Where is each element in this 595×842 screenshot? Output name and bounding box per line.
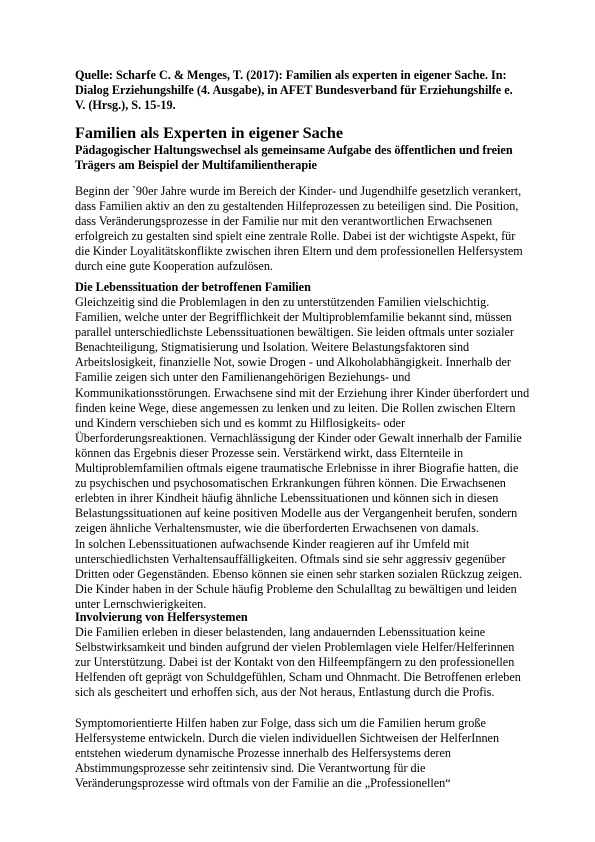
- section-heading-lebenssituation: Die Lebenssituation der betroffenen Familien: [75, 280, 311, 294]
- section-helfersysteme-paragraph-2: Symptomorientierte Hilfen haben zur Folge, dass sich um die Familien herum große Helfersysteme entwickeln. Durch die vielen individuellen Sichtweisen der HelferInnen entstehen wiederum dynamische Prozesse innerhalb des Helfersystems deren Abstimmungsprozesse sehr zeitintensiv sind. Die Verantwortung für die Veränderungsprozesse wird oftmals von der Familie an die „Professionellen“: [75, 716, 500, 791]
- article-subtitle: Pädagogischer Haltungswechsel als gemeinsame Aufgabe des öffentlichen und freien Trägers am Beispiel der Multifamilientherapie: [75, 143, 513, 172]
- section-helfersysteme-paragraph-1: Die Familien erleben in dieser belastenden, lang andauernden Lebenssituation keine Selbstwirksamkeit und binden aufgrund der vielen Problemlagen viele Helfer/Helferinnen zur Unterstützung. Dabei ist der Kontakt von den Hilfeempfängern zu den professionellen Helfenden oft geprägt von Schuldgefühlen, Scham und Ohnmacht. Die Betroffenen erleben sich als gescheitert und erhoffen sich, aus der Not heraus, Entlastung durch die Profis.: [75, 625, 521, 700]
- section-heading-helfersysteme: Involvierung von Helfersystemen: [75, 610, 248, 624]
- intro-paragraph: Beginn der `90er Jahre wurde im Bereich der Kinder- und Jugendhilfe gesetzlich verankert, dass Familien aktiv an den zu gestaltenden Hilfeprozessen zu beteiligen sind. Die Position, dass Veränderungsprozesse in der Familie nur mit den verantwortlichen Erwachsenen erfolgreich zu gestalten sind spielt eine zentrale Rolle. Dabei ist der wichtigste Aspekt, für die Kinder Loyalitätskonflikte zwischen ihren Eltern und dem professionellen Helfersystem durch eine gute Kooperation aufzulösen.: [75, 184, 523, 274]
- paragraph: In solchen Lebenssituationen aufwachsende Kinder reagieren auf ihr Umfeld mit unterschiedlichsten Verhaltensauffälligkeiten. Oftmals sind sie sehr aggressiv gegenüber Dritten oder Gegenständen. Ebenso können sie einen sehr starken sozialen Rückzug zeigen. Die Kinder haben in der Schule häufig Probleme den Schulalltag zu bewältigen und leiden unter Lernschwierigkeiten.: [75, 536, 523, 611]
- article-title: Familien als Experten in eigener Sache: [75, 124, 344, 142]
- paragraph: Gleichzeitig sind die Problemlagen in den zu unterstützenden Familien vielschichtig. Familien, welche unter der Begrifflichkeit der Multiproblemfamilie bekannt sind, müssen parallel unterschiedlichste Lebenssituationen bewältigen. Sie leiden oftmals unter sozialer Benachteiligung, Stigmatisierung und Isolation. Weitere Belastungsfaktoren sind Arbeitslosigkeit, finanzielle Not, sowie Drogen - und Alkoholabhängigkeit. Innerhalb der Familie zeigen sich unter den Familienangehörigen Beziehungs- und Kommunikationsstörungen. Erwachsene sind mit der Erziehung ihrer Kinder überfordert und finden keine Wege, diese angemessen zu lenken und zu leiten. Die Rollen zwischen Eltern und Kindern verschieben sich und es kommt zu Hilflosigkeits- oder Überforderungsreaktionen. Vernachlässigung der Kinder oder Gewalt innerhalb der Familie können das Ergebnis dieser Prozesse sein. Verstärkend wirkt, dass Elternteile in Multiproblemfamilien oftmals eigene traumatische Erlebnisse in ihrer Biografie hatten, die zu psychischen und psychosomatischen Erkrankungen führen können. Die Erwachsenen erlebten in ihrer Kindheit häufig ähnliche Lebenssituationen und können sich in diesen Belastungssituationen auf keine positiven Modelle aus der Vergangenheit berufen, sondern zeigen ähnliche Verhaltensmuster, wie die überforderten Erwachsenen von damals.: [75, 295, 530, 536]
- section-lebenssituation-body: [75, 295, 530, 612]
- source-citation: Quelle: Scharfe C. & Menges, T. (2017): Familien als experten in eigener Sache. In: Dialog Erziehungshilfe (4. Ausgabe), in AFET Bundesverband für Erziehungshilfe e. V. (Hrsg.), S. 15-19.: [75, 68, 513, 112]
